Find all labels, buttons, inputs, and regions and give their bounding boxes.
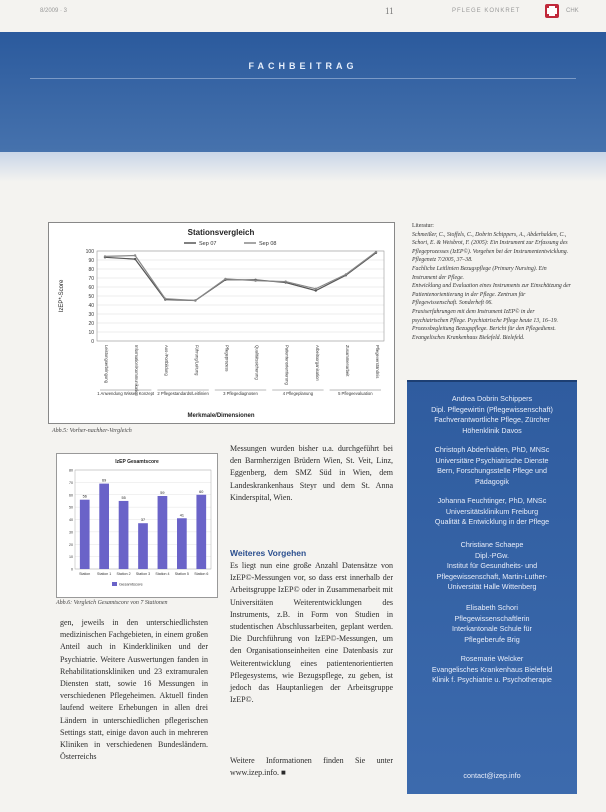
y-tick-label: 10 [88, 330, 94, 336]
body-column-1: gen, jeweils in den unterschiedlichsten medizinischen Fachgebieten, in einem großen Anteil auch in Kinderkliniken und der Psychiatrie. Weitere Auswertungen fanden in Rehabilitationskliniken und 23 extramuralen Diensten statt, sowie 16 Messungen in verschiedenen Pflegeheimen. Aktuell finden laufend weitere Erhebungen in allen drei Ländern in unterschiedlichen pflegerischen Settings statt, einige davon auch in mehreren Kliniken in verschiedenen Bundesländern. Österreichs [60, 618, 208, 762]
category-label: Arbeitsorganisation [314, 345, 320, 381]
body-column-2a: Messungen wurden bisher u.a. durchgeführt bei den Barmherzigen Brüdern Wien, St. Veit, Linz, Eggenberg, dem SMZ Süd in Wien, dem Landeskrankenhaus Steyr und dem St. Anna Kinderspital, Wien. [230, 444, 393, 502]
data-label: 60 [199, 489, 204, 494]
group-label: 3 Pflegediagnosen [223, 391, 258, 396]
y-tick-label: 70 [69, 480, 73, 485]
subheading: Weiteres Vorgehen [230, 548, 307, 558]
category-label: Zusammenarbeit [344, 345, 350, 377]
banner-fade [0, 152, 606, 182]
page-number: 11 [385, 6, 394, 16]
bar [80, 500, 90, 569]
legend-label: Sep 08 [259, 241, 277, 247]
bar [196, 495, 206, 569]
category-label: Leistungserbringung [104, 345, 109, 383]
author-affiliation: Fachverantwortliche Pflege, Zürcher [434, 415, 550, 424]
author-name: Johanna Feuchtinger, PhD, MNSc [437, 496, 547, 505]
y-tick-label: 90 [88, 258, 94, 264]
y-tick-label: 0 [91, 339, 94, 345]
author-affiliation: Universitäre Psychiatrische Dienste [435, 455, 549, 465]
y-tick-label: 60 [88, 285, 94, 291]
body-column-2b: Es liegt nun eine große Anzahl Datensätze von IzEP©-Messungen vor, so dass erst innerhalb der Arbeitsgruppe IzEP© oder in Zusammenarbeit mit Universitäten Weiterentwicklungen des Instruments, z.B. in Form von Studien in studentischen Abschlussarbeiten, geplant werden. Die Durchführung von IzEP©-Messungen, um den Organisationseinheiten eine Datenbasis zur Weiterentwicklung eines patientenorientierten Pflegesystems, wie Bezugspflege, zu geben, ist jedoch das Hauptanliegen der Arbeitsgruppe IzEP©. [230, 561, 393, 705]
author-affiliation: Klinik f. Psychiatrie u. Psychotherapie [432, 675, 552, 684]
author-affiliation: Evangelisches Krankenhaus Bielefeld [431, 664, 553, 674]
group-label: 2 Pflegestandards/Leitlinien [157, 391, 209, 396]
author-affiliation: Höhenklinik Davos [462, 425, 522, 435]
literature-entries [412, 231, 572, 343]
chart-title: Stationsvergleich [187, 228, 255, 237]
literature-title: Literatur: [412, 223, 434, 229]
author-block [407, 394, 577, 436]
literature-entry: Prozessbegleitung Bezugspflege. Bericht für den Pflegedienst. Evangelisches Krankenhaus Bielefeld. Bielefeld. [412, 326, 556, 341]
author-block [407, 654, 577, 686]
category-label: Station 1 [97, 572, 112, 576]
author-affiliation: Dipl.-PGw. [475, 550, 509, 560]
data-label: 37 [140, 518, 146, 523]
x-axis-label: Merkmale/Dimensionen [187, 413, 255, 419]
y-tick-label: 40 [88, 303, 94, 309]
bar [119, 501, 129, 569]
literature-entry: Praxiserfahrungen mit dem Instrument IzEP© in der psychiatrischen Pflege. Psychiatrische Pflege heute 13, 16–19. [412, 308, 559, 324]
category-label: Information/Kommunikation [134, 345, 140, 396]
author-name: Christoph Abderhalden, PhD, MNSc [434, 445, 550, 454]
chart-title: IzEP Gesamtscore [115, 459, 159, 465]
author-block [407, 445, 577, 487]
author-affiliation: Universität Halle Wittenberg [447, 582, 537, 591]
data-label: 56 [82, 494, 87, 499]
data-point [315, 288, 317, 290]
data-point [254, 280, 256, 282]
author-affiliation: Pädagogik [475, 476, 509, 486]
data-point [284, 280, 286, 282]
authors-box [407, 382, 577, 794]
y-tick-label: 50 [88, 294, 94, 300]
author-affiliation: Qualität & Entwicklung in der Pflege [434, 517, 550, 526]
y-tick-label: 60 [69, 493, 73, 498]
author-name: Christiane Schaepe [460, 540, 524, 549]
author-affiliation: Interkantonale Schule für [452, 624, 532, 633]
category-label: Station 2 [116, 572, 131, 576]
literature-entry: Fachliche Leitlinien Bezugspflege (Primary Nursing). Ein Instrument der Pflege. [412, 265, 547, 281]
category-label: Station [79, 572, 91, 576]
figure-caption-1: Abb.5: Vorher-nachher-Vergleich [52, 428, 132, 434]
category-label: Aus-/Fortbildung [164, 345, 170, 376]
author-block [407, 496, 577, 528]
group-label: 1 Anwendung Wissen Konzept [97, 391, 155, 396]
y-tick-label: 0 [71, 567, 73, 572]
bar [138, 523, 148, 569]
author-block [407, 603, 577, 645]
category-label: Pflegeprozess [224, 345, 230, 372]
banner-rule [30, 78, 576, 79]
y-tick-label: 70 [88, 276, 94, 282]
y-tick-label: 20 [69, 542, 73, 547]
author-name: Elisabeth Schori [466, 603, 518, 612]
author-affiliation: Bern, Forschungsstelle Pflege und [437, 466, 547, 475]
header-issue: 8/2009 · 3 [40, 8, 68, 14]
data-label: 41 [179, 513, 184, 518]
cross-logo-icon [545, 4, 559, 18]
author-affiliation: Pflegewissenschaftlerin [454, 613, 530, 623]
data-point [194, 299, 196, 301]
group-label: 5 Pflegeevaluation [338, 391, 373, 396]
y-tick-label: 40 [69, 518, 73, 522]
legend-label: Gesamtscore [119, 581, 143, 587]
literature-entry: Schmeißer, C., Stoffels, C., Dobrin Schippers, A., Abderhalden, C., Schori, E. & Weisbrot, F. (2005): Ein Instrument zur Erfassung des Pflegeprozesses (IzEP©). Vorgehen bei der Instrumententwicklung. Pflegenetz 7/2005, 37–38. [412, 231, 569, 264]
contact-email[interactable]: contact@izep.info [463, 771, 521, 780]
author-affiliation: Universitätsklinikum Freiburg [445, 506, 539, 516]
body-column-2c: Weitere Informationen finden Sie unter www.izep.info. ■ [230, 756, 393, 778]
category-label: Station 3 [135, 572, 151, 576]
data-label: 55 [121, 495, 126, 500]
y-tick-label: 80 [69, 468, 73, 473]
data-point [164, 298, 166, 300]
section-title: FACHBEITRAG [248, 61, 358, 71]
y-tick-label: 30 [69, 530, 73, 535]
y-tick-label: 10 [69, 555, 73, 560]
category-label: Qualitätssicherung [254, 345, 260, 380]
header-journal: PFLEGE KONKRET [452, 8, 521, 14]
author-affiliation: Institut für Gesundheits- und [446, 561, 538, 570]
y-tick-label: 50 [69, 505, 73, 510]
legend-swatch [112, 582, 117, 586]
author-affiliation: Pflegewissenschaft, Martin-Luther- [436, 571, 548, 581]
category-label: Station 6 [194, 572, 209, 576]
data-label: 59 [160, 490, 165, 495]
literature-entry: Entwicklung und Evaluation eines Instruments zur Einschätzung der Patientenorientierung in der Pflege. Zentrum für Pflegewissenschaft. Sonderheft 06. [412, 283, 571, 307]
group-label: 4 Pflegeplanung [282, 391, 314, 396]
category-label: Führung/Leitung [194, 345, 200, 376]
page-header [0, 0, 606, 30]
literature-list [412, 222, 572, 342]
data-point [104, 255, 106, 257]
category-label: Pflegeverständnis [375, 345, 380, 379]
bar [158, 496, 168, 569]
author-affiliation: Pflegeberufe Brig [464, 634, 520, 644]
y-tick-label: 100 [85, 249, 94, 255]
y-tick-label: 30 [88, 312, 94, 318]
figure-caption-2: Abb.6: Vergleich Gesamtscore von 7 Stationen [56, 600, 168, 606]
category-label: Station 5 [174, 572, 189, 576]
category-label: Patientenorientierung [284, 345, 290, 385]
author-name: Rosemarie Welcker [460, 654, 524, 663]
series-line [105, 252, 376, 301]
bar [99, 484, 109, 569]
data-point [134, 258, 136, 260]
total-score-chart [56, 453, 218, 598]
y-tick-label: 80 [88, 267, 94, 273]
author-name: Andrea Dobrin Schippers [451, 394, 533, 403]
bar [177, 518, 187, 569]
y-tick-label: 20 [88, 321, 94, 327]
author-block [407, 540, 577, 593]
data-point [134, 254, 136, 256]
station-comparison-chart [48, 222, 395, 424]
category-label: Station 4 [155, 572, 170, 576]
y-axis-label: IzEP*-Score [59, 279, 65, 313]
data-point [345, 273, 347, 275]
data-point [375, 251, 377, 253]
data-point [224, 278, 226, 280]
header-right-tag: CHK [566, 8, 579, 14]
legend-label: Sep 07 [199, 241, 217, 247]
title-banner [0, 32, 606, 152]
author-affiliation: Dipl. Pflegewirtin (Pflegewissenschaft) [431, 404, 553, 414]
data-label: 69 [102, 478, 107, 483]
